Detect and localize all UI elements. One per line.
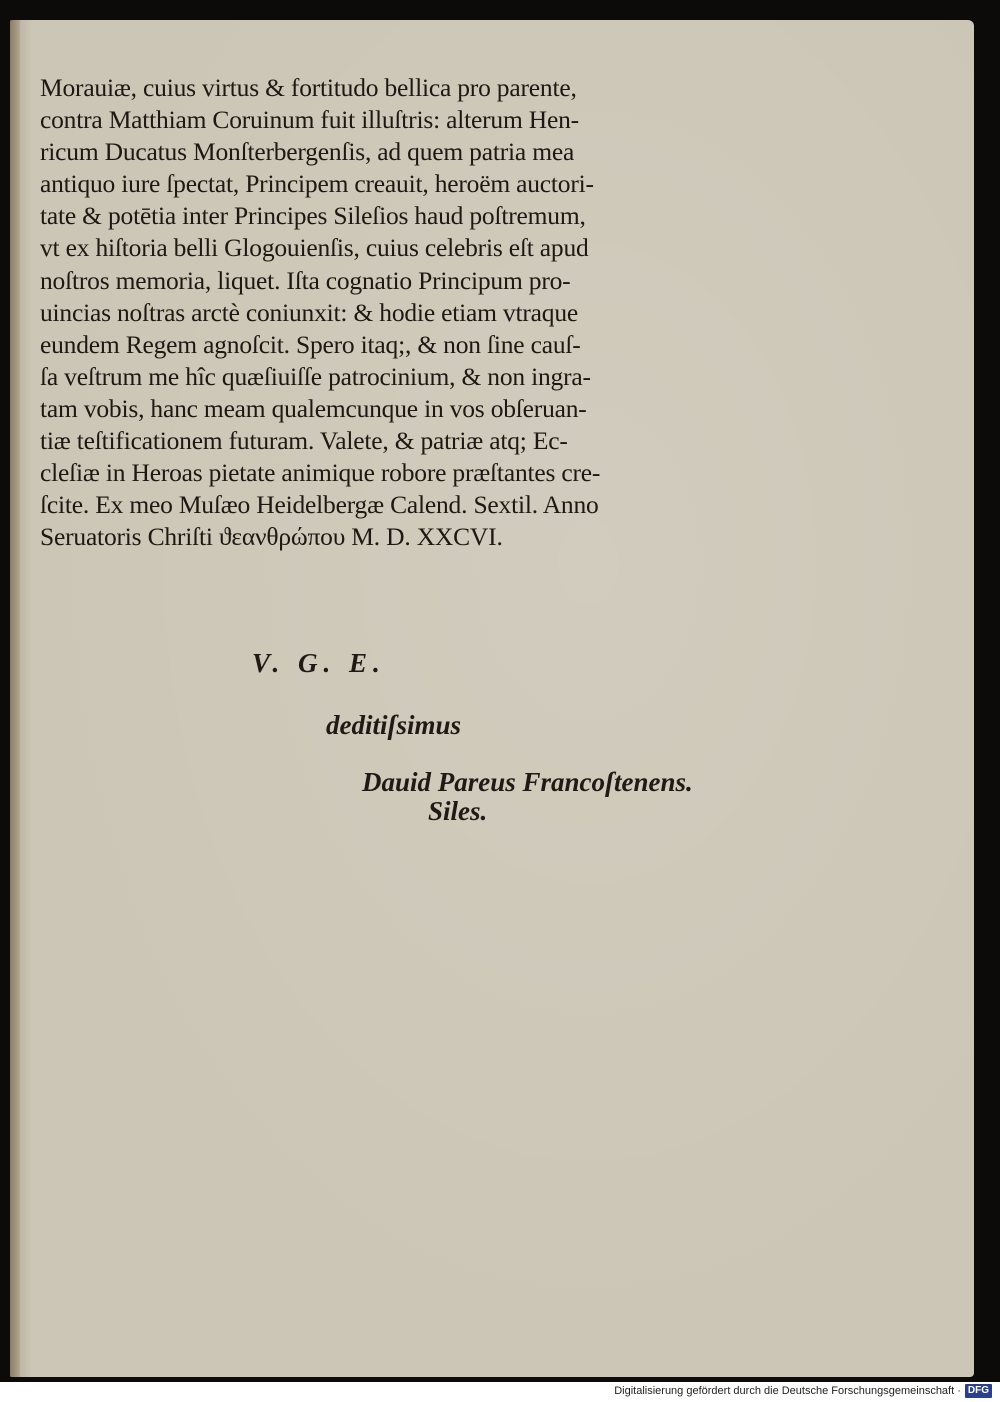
text-line: tam vobis, hanc meam qualemcunque in vos obſeruan- — [40, 393, 587, 423]
signature-place: Siles. — [428, 796, 488, 826]
text-line: tiæ teſtificationem futuram. Valete, & patriæ atq; Ec- — [40, 426, 568, 456]
signature-initials: V. G. E. — [252, 648, 386, 678]
text-line: tate & potētia inter Principes Sileſios haud poſtremum, — [40, 201, 586, 231]
text-line: ſa veſtrum me hîc quæſiuiſſe patrocinium, & non ingra- — [40, 361, 591, 391]
text-line: noſtros memoria, liquet. Iſta cognatio Principum pro- — [40, 265, 571, 295]
text-line: antiquo iure ſpectat, Principem creauit, heroëm auctori- — [40, 169, 594, 199]
text-line: Seruatoris Chriſti ϑεανθρώπου M. D. XXCVI. — [40, 522, 503, 552]
text-line: ſcite. Ex meo Muſæo Heidelbergæ Calend. Sextil. Anno — [40, 490, 599, 520]
dfg-logo-icon: DFG — [965, 1384, 992, 1398]
text-line: ricum Ducatus Monſterbergenſis, ad quem patria mea — [40, 137, 575, 167]
text-line: uincias noſtras arctè coniunxit: & hodie etiam vtraque — [40, 297, 578, 327]
signature-closing: deditiſsimus — [326, 710, 462, 740]
text-line: Morauiæ, cuius virtus & fortitudo bellica pro parente, — [40, 73, 577, 102]
page-scan — [10, 20, 974, 1377]
digitization-credit — [614, 1383, 992, 1399]
body-text — [40, 72, 740, 553]
page-binding-edge — [10, 20, 20, 1377]
text-line: contra Matthiam Coruinum fuit illuſtris: alterum Hen- — [40, 105, 579, 135]
text-line: eundem Regem agnoſcit. Spero itaq;, & non ſine cauſ- — [40, 329, 581, 359]
text-line: vt ex hiſtoria belli Glogouienſis, cuius celebris eſt apud — [40, 233, 589, 263]
text-line: cleſiæ in Heroas pietate animique robore præſtantes cre- — [40, 458, 601, 488]
credit-text: Digitalisierung gefördert durch die Deutsche Forschungsgemeinschaft · — [614, 1385, 961, 1397]
signature-name: Dauid Pareus Francoſtenens. — [362, 767, 693, 797]
